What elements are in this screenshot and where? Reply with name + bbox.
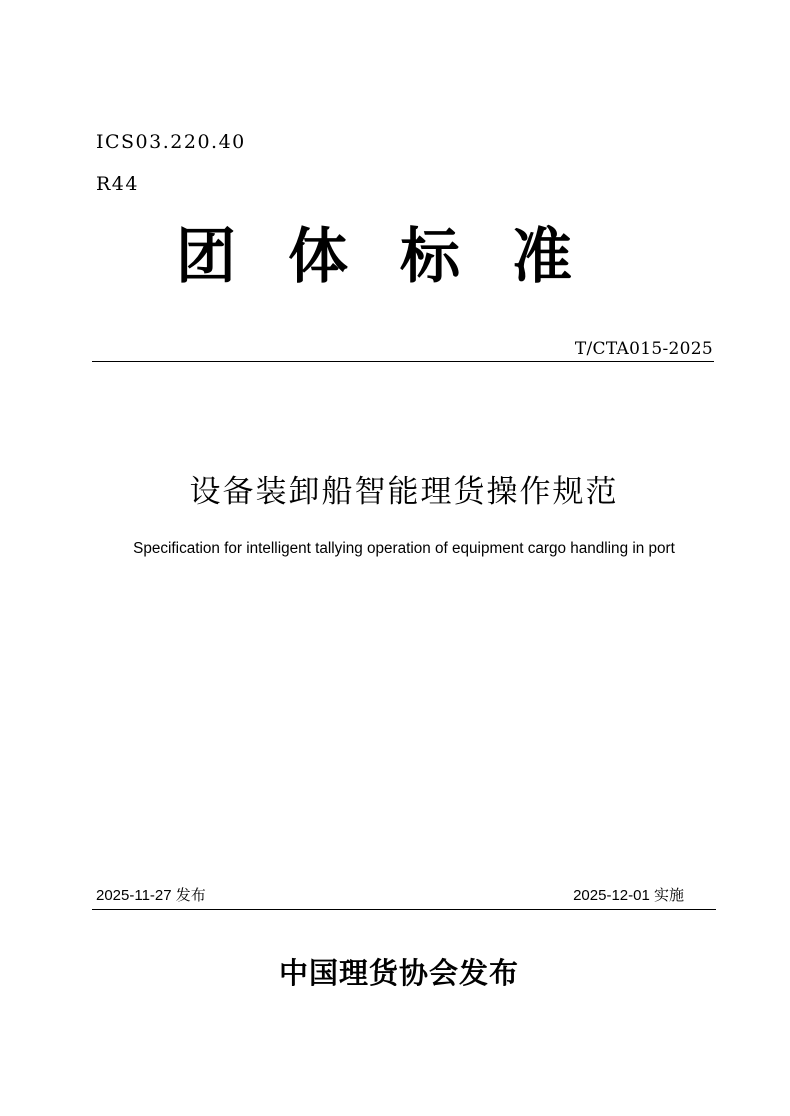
standard-number: T/CTA015-2025 [574,339,713,359]
ics-code: ICS03.220.40 [96,131,246,153]
bottom-divider [92,909,716,910]
document-title-english: Specification for intelligent tallying operation of equipment cargo handling in port [133,540,675,557]
publish-date: 2025-11-27 发布 [96,887,206,904]
standard-type-heading: 团体标准 [176,222,624,292]
implementation-date: 2025-12-01 实施 [573,887,684,904]
document-title-chinese: 设备装卸船智能理货操作规范 [189,474,619,510]
top-divider [92,361,714,362]
publisher-name: 中国理货协会发布 [278,956,519,990]
ccs-code: R44 [96,173,139,195]
